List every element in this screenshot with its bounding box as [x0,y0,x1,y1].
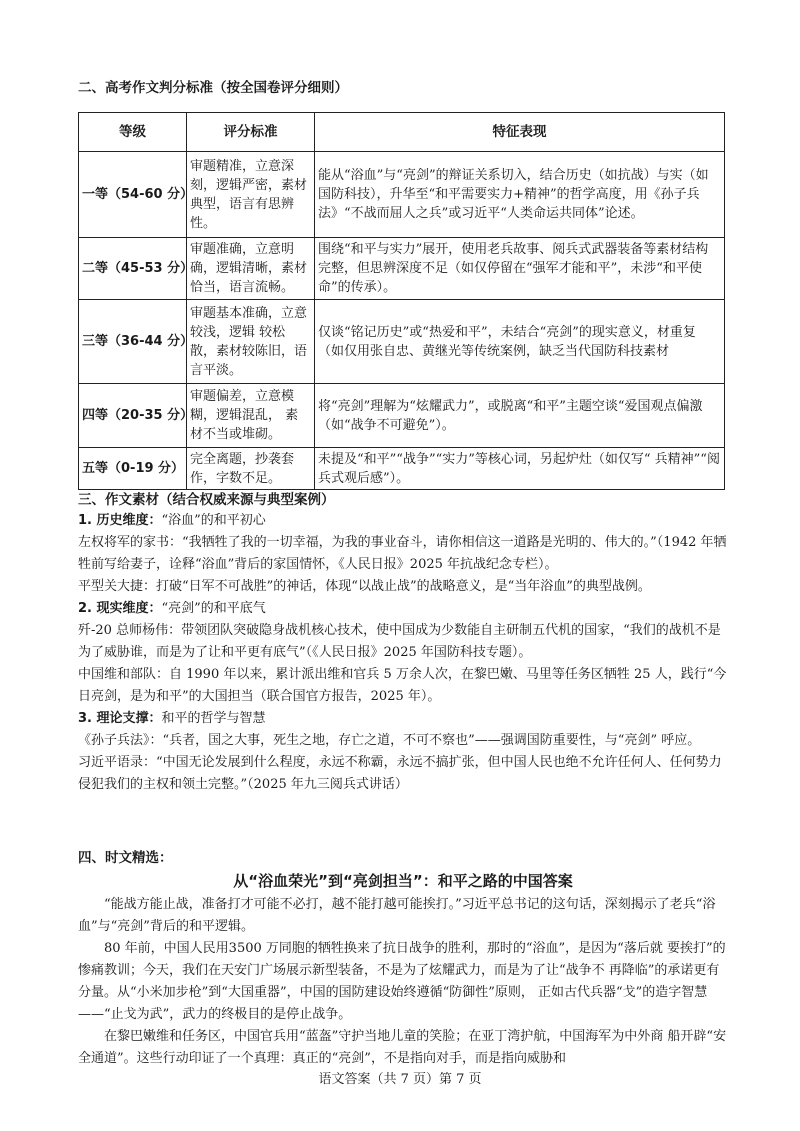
grading-table [78,112,725,490]
grade-features: 未提及“和平”“战争”“实力”等核心词，另起炉灶（如仅写“ 兵精神”“阅兵式观后感”）。 [315,448,725,490]
header-features: 特征表现 [315,113,725,152]
table-row [79,238,725,300]
table-row [79,384,725,448]
grade-features: 仅谈“铭记历史”或“热爱和平”，未结合“亮剑”的现实意义，材重复（如仅用张自忠、黄继光等传统案例，缺乏当代国防科技素材 [315,300,725,384]
material-paragraph: 《孙子兵法》：“兵者，国之大事，死生之地，存亡之道，不可不察也”——强调国防重要性，与“亮剑” 呼应。 [78,733,701,748]
article-title: 从“浴血荣光”到“亮剑担当”：和平之路的中国答案 [233,872,573,890]
page-footer: 语文答案（共 7 页）第 7 页 [318,1072,482,1087]
table-row [79,448,725,490]
grade-criteria: 审题准确，立意明确，逻辑清晰，素材恰当，语言流畅。 [187,238,315,300]
section-3-title: 三、作文素材（结合权威来源与典型案例） [78,492,335,508]
grade-level: 三等（36-44 分） [79,300,187,384]
header-criteria: 评分标准 [187,113,315,152]
grade-criteria: 审题精准，立意深刻，逻辑严密，素材典型，语言有思辨性。 [187,152,315,238]
grade-criteria: 审题偏差，立意模糊，逻辑混乱， 素材不当或堆砌。 [187,384,315,448]
grade-criteria: 审题基本准确，立意较浅，逻辑 较松散，素材较陈旧，语言平淡。 [187,300,315,384]
grade-level: 一等（54-60 分） [79,152,187,238]
article-body [78,894,728,1070]
article-paragraph: 80 年前，中国人民用3500 万同胞的牺牲换来了抗日战争的胜利，那时的“浴血”，是因为“落后就 要挨打”的惨痛教训；今天，我们在天安门广场展示新型装备，不是为了炫耀武力，而是为了让“战争不 再降临”的承诺更有分量。从“小米加步枪”到“大国重器”，中国的国防建设始终遵循“防御性”原则， 正如古代兵器“戈”的造字智慧——“止戈为武”，武力的终极目的是停止战争。 [78,941,726,1022]
grade-criteria: 完全离题，抄袭套作，字数不足。 [187,448,315,490]
article-paragraph: 在黎巴嫩维和任务区，中国官兵用“蓝盔”守护当地儿童的笑脸；在亚丁湾护航，中国海军为中外商 船开辟“安全通道”。这些行动印证了一个真理：真正的“亮剑”，不是指向对手，而是指向威胁和 [78,1029,727,1066]
table-row [79,152,725,238]
material-paragraph: 平型关大捷：打破“日军不可战胜”的神话，体现“以战止战”的战略意义，是“当年浴血”的典型战例。 [78,579,651,594]
material-paragraph: 歼-20 总师杨伟：带领团队突破隐身战机核心技术，使中国成为少数能自主研制五代机的国家，“我们的战机不是为了威胁谁，而是为了让和平更有底气”（《人民日报》2025 年国防科技专题）。 [78,623,721,660]
material-paragraph: 习近平语录：“中国无论发展到什么程度，永远不称霸，永远不搞扩张，但中国人民也绝不允许任何人、任何势力侵犯我们的主权和领土完整。”（2025 年九三阅兵式讲话） [78,755,722,792]
material-heading: 1. 历史维度：“浴血”的和平初心 [78,513,266,528]
material-heading: 3. 理论支撑：和平的哲学与智慧 [78,711,266,726]
article-paragraph: “能战方能止战，准备打才可能不必打，越不能打越可能挨打。”习近平总书记的这句话，深刻揭示了老兵“浴血”与“亮剑”背后的和平逻辑。 [78,897,716,934]
materials-block [78,510,728,796]
section-2-title: 二、高考作文判分标准（按全国卷评分细则） [78,80,348,96]
table-header-row [79,113,725,152]
header-level: 等级 [79,113,187,152]
grade-features: 将“亮剑”理解为“炫耀武力”，或脱离“和平”主题空谈“爱国观点偏激（如“战争不可避免”）。 [315,384,725,448]
material-heading: 2. 现实维度：“亮剑”的和平底气 [78,601,266,616]
material-paragraph: 中国维和部队：自 1990 年以来，累计派出维和官兵 5 万余人次，在黎巴嫩、马里等任务区牺牲 25 人，践行“今日亮剑，是为和平”的大国担当（联合国官方报告，2025 年）。 [78,667,727,704]
material-paragraph: 左权将军的家书：“我牺牲了我的一切幸福，为我的事业奋斗，请你相信这一道路是光明的、伟大的。”（1942 年牺牲前写给妻子，诠释“浴血”背后的家国情怀，《人民日报》2025 年抗战纪念专栏）。 [78,535,727,572]
grade-features: 围绕“和平与实力”展开，使用老兵故事、阅兵式武器装备等素材结构完整，但思辨深度不足（如仅停留在“强军才能和平”，未涉“和平使命”的传承）。 [315,238,725,300]
table-row [79,300,725,384]
grade-level: 四等（20-35 分） [79,384,187,448]
grade-level: 二等（45-53 分） [79,238,187,300]
grade-features: 能从“浴血”与“亮剑”的辩证关系切入，结合历史（如抗战）与实（如国防科技），升华至“和平需要实力+精神”的哲学高度，用《孙子兵法》“不战而屈人之兵”或习近平“人类命运共同体”论述。 [315,152,725,238]
section-4-title: 四、时文精选： [78,850,173,866]
grade-level: 五等（0-19 分） [79,448,187,490]
